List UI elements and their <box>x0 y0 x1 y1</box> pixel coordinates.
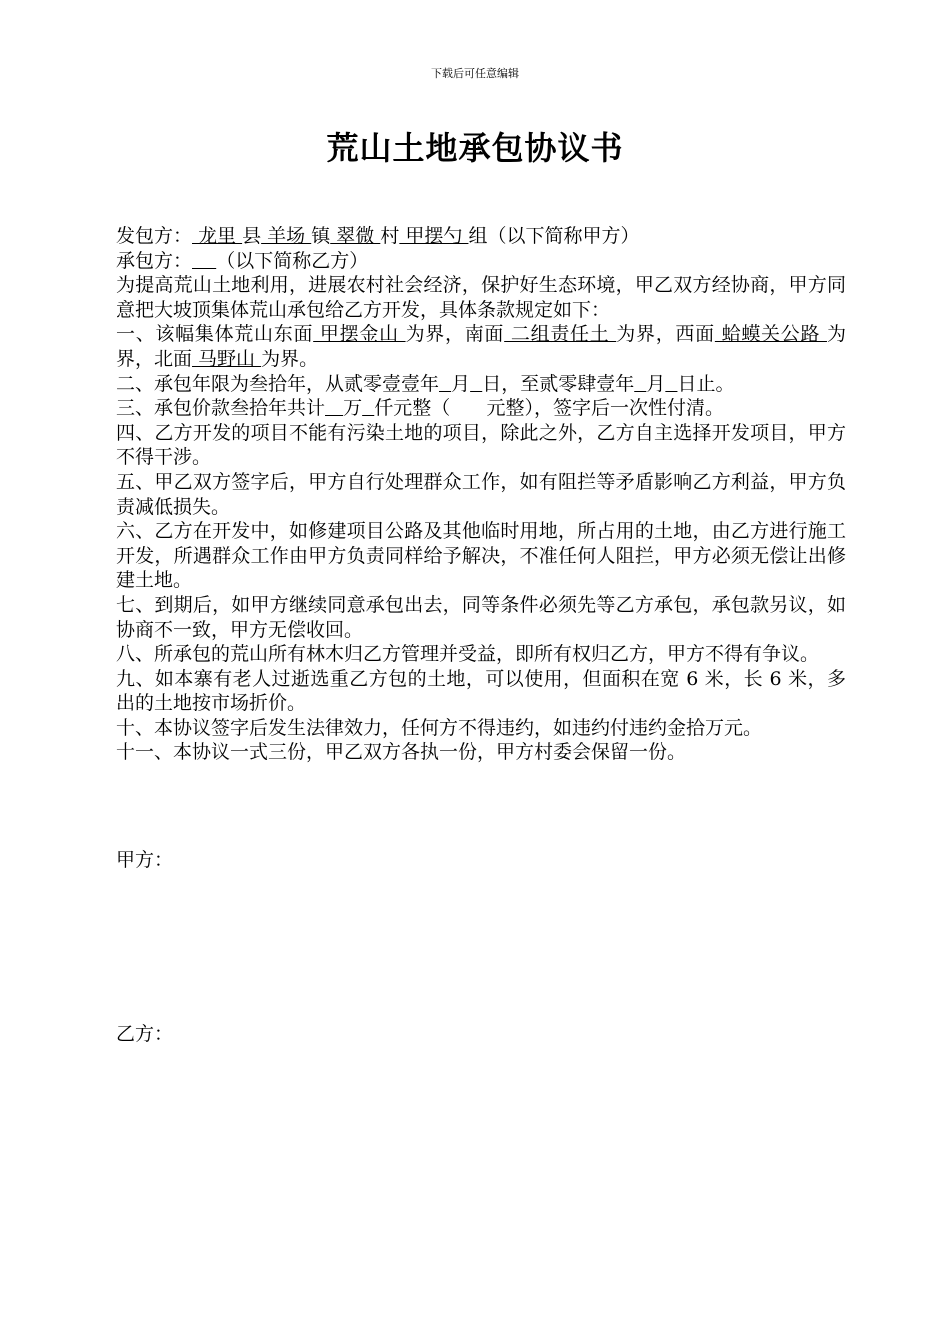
clause-3-text-2: 万 <box>343 397 363 420</box>
header-note: 下载后可任意编辑 <box>431 67 519 80</box>
signature-party-b: 乙方： <box>116 1023 174 1045</box>
party-b-blank <box>192 250 216 272</box>
clause-2-text-3: 日，至贰零肆壹年 <box>482 372 635 395</box>
town-suffix: 镇 <box>311 225 331 247</box>
clause-7: 七、到期后，如甲方继续同意承包出去，同等条件必须先等乙方承包，承包款另议，如协商不一致，甲方无偿收回。 <box>116 593 846 641</box>
signature-party-a: 甲方： <box>116 849 174 871</box>
agreement-body <box>116 224 846 765</box>
west-boundary: 蛤蟆关公路 <box>714 323 827 346</box>
county-suffix: 县 <box>242 225 262 247</box>
clause-8: 八、所承包的荒山所有林木归乙方管理并受益，即所有权归乙方，甲方不得有争议。 <box>116 643 820 666</box>
clause-3-text-3: 仟元整（ 元整），签字后一次性付清。 <box>374 397 724 420</box>
start-month-blank <box>439 373 451 395</box>
clause-1-text-1: 一、该幅集体荒山东面 <box>116 323 314 346</box>
start-day-blank <box>470 373 482 395</box>
party-a-label: 发包方： <box>116 225 193 247</box>
end-day-blank <box>665 373 677 395</box>
clause-1-text-5: 为界。 <box>261 347 319 370</box>
clause-10: 十、本协议签字后发生法律效力，任何方不得违约，如违约付违约金拾万元。 <box>116 716 763 739</box>
qian-blank <box>362 397 374 419</box>
end-month-blank <box>634 373 646 395</box>
group-suffix: 组（以下简称甲方） <box>468 225 640 247</box>
clause-1-text-3: 为界，西面 <box>616 323 715 346</box>
intro-paragraph: 为提高荒山土地利用，进展农村社会经济，保护好生态环境，甲乙双方经协商，甲方同意把大坡顶集体荒山承包给乙方开发，具体条款规定如下： <box>116 274 846 321</box>
clause-3-text-1: 三、承包价款叁拾年共计 <box>116 397 326 420</box>
clause-1 <box>116 322 846 371</box>
clause-4: 四、乙方开发的项目不能有污染土地的项目，除此之外，乙方自主选择开发项目，甲方不得干涉。 <box>116 421 846 469</box>
document-title: 荒山土地承包协议书 <box>326 129 624 167</box>
wan-blank <box>325 397 343 419</box>
village-field: 翠微 <box>330 225 381 247</box>
south-boundary: 二组责任土 <box>504 323 617 346</box>
town-field: 羊场 <box>261 225 312 247</box>
party-a-line <box>116 224 846 249</box>
county-field: 龙里 <box>192 225 243 247</box>
party-b-suffix: （以下简称乙方） <box>216 249 369 272</box>
clause-2-text-5: 日止。 <box>677 372 735 395</box>
clause-3 <box>116 396 846 421</box>
village-suffix: 村 <box>380 225 400 247</box>
clause-1-text-4: 为界，北面 <box>116 323 846 370</box>
clause-11: 十一、本协议一式三份，甲乙双方各执一份，甲方村委会保留一份。 <box>116 741 687 764</box>
clause-2-text-1: 二、承包年限为叁拾年，从贰零壹壹年 <box>116 372 440 395</box>
clause-2-text-4: 月 <box>646 372 666 395</box>
group-field: 甲摆勺 <box>399 225 469 247</box>
clause-9: 九、如本寨有老人过逝选重乙方包的土地，可以使用，但面积在宽 6 米，长 6 米，多出的土地按市场折价。 <box>116 667 846 715</box>
party-b-line <box>116 249 846 274</box>
clause-2 <box>116 372 846 397</box>
north-boundary: 马野山 <box>192 347 262 370</box>
clause-2-text-2: 月 <box>451 372 471 395</box>
clause-1-text-2: 为界，南面 <box>405 323 505 346</box>
party-b-label: 承包方： <box>116 249 193 272</box>
clause-6: 六、乙方在开发中，如修建项目公路及其他临时用地，所占用的土地，由乙方进行施工开发，所遇群众工作由甲方负责同样给予解决，不准任何人阻拦，甲方必须无偿让出修建土地。 <box>116 520 846 592</box>
east-boundary: 甲摆金山 <box>313 323 406 346</box>
clause-5: 五、甲乙双方签字后，甲方自行处理群众工作，如有阻拦等矛盾影响乙方利益，甲方负责减低损失。 <box>116 470 846 518</box>
